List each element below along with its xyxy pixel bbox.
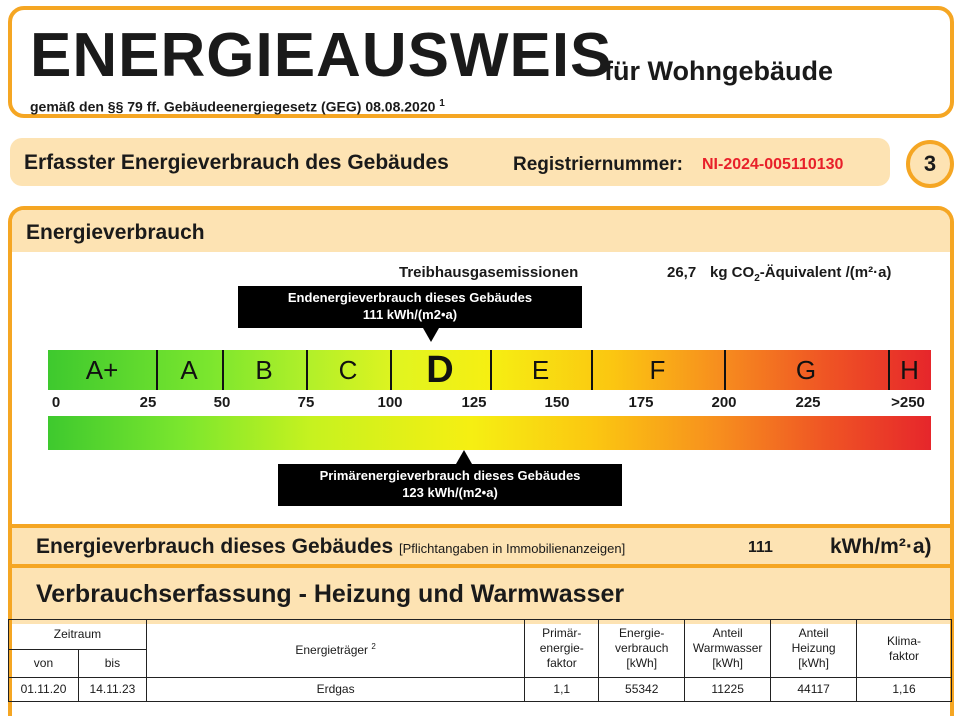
building-consumption-value: 111 <box>748 539 773 556</box>
climate-header <box>857 620 952 678</box>
grade-a-plus: A+ <box>85 355 119 385</box>
row-climate: 1,16 <box>857 678 952 702</box>
building-consumption-label-text: Energieverbrauch dieses Gebäudes <box>36 535 394 558</box>
consumption-header-line: [kWh] <box>626 656 658 670</box>
heating-header-line: Heizung <box>791 641 836 655</box>
record-section-header <box>12 564 950 624</box>
row-consumption: 55342 <box>599 678 685 702</box>
section-bar <box>10 138 890 186</box>
carrier-footnote-marker: 2 <box>371 642 376 651</box>
record-section-title: Verbrauchserfassung - Heizung und Warmwasser <box>36 580 625 608</box>
building-consumption-unit: kWh/m²·a) <box>830 535 932 558</box>
energy-class-scale <box>48 350 931 390</box>
document-header <box>8 6 954 118</box>
scale-tick-label: 75 <box>297 394 315 411</box>
building-consumption-label <box>36 535 625 559</box>
ghg-unit-suffix: -Äquivalent /(m²·a) <box>759 264 892 281</box>
scale-tick-label: >250 <box>891 394 925 411</box>
end-energy-pointer-icon <box>423 328 439 342</box>
grade-f: F <box>649 355 666 385</box>
grade-b: B <box>255 355 273 385</box>
scale-tick-label: 100 <box>377 394 403 411</box>
grade-d: D <box>426 349 454 391</box>
to-header: bis <box>78 650 146 678</box>
document-subtitle: für Wohngebäude <box>604 56 833 86</box>
ghg-emissions-value: 26,7 <box>667 264 697 281</box>
scale-tick-label: 175 <box>628 394 654 411</box>
from-header: von <box>9 650 79 678</box>
consumption-header <box>599 620 685 678</box>
consumption-header-line: verbrauch <box>615 641 669 655</box>
ghg-unit-subscript: 2 <box>754 273 760 284</box>
heating-header <box>771 620 857 678</box>
grade-g: G <box>795 355 817 385</box>
table-row <box>9 678 952 702</box>
carrier-header <box>146 620 524 678</box>
primary-factor-header-line: energie- <box>539 641 584 655</box>
document-title: ENERGIEAUSWEIS <box>30 21 613 90</box>
scale-tick-label: 50 <box>213 394 231 411</box>
heating-header-line: [kWh] <box>798 656 829 670</box>
climate-header-line: Klima- <box>887 633 922 648</box>
ghg-emissions-unit <box>710 264 891 284</box>
heating-header-line: Anteil <box>798 626 829 640</box>
row-hot-water: 11225 <box>685 678 771 702</box>
section-title: Erfasster Energieverbrauch des Gebäudes <box>24 151 449 174</box>
ghg-emissions-label: Treibhausgasemissionen <box>399 264 579 281</box>
primary-energy-callout <box>278 464 622 506</box>
end-energy-callout <box>238 286 582 328</box>
scale-tick-label: 0 <box>51 394 61 411</box>
row-primary-factor: 1,1 <box>525 678 599 702</box>
end-energy-label: Endenergieverbrauch dieses Gebäudes <box>287 290 533 305</box>
primary-energy-value: 123 kWh/(m2•a) <box>402 485 498 500</box>
climate-header-line: faktor <box>889 648 920 663</box>
scale-ticks <box>48 394 931 414</box>
scale-tick-label: 125 <box>461 394 487 411</box>
panel-title: Energieverbrauch <box>26 221 205 244</box>
scale-tick-label: 200 <box>711 394 737 411</box>
consumption-header-line: Energie- <box>619 626 665 640</box>
primary-factor-header <box>525 620 599 678</box>
row-heating: 44117 <box>771 678 857 702</box>
scale-tick-label: 225 <box>795 394 821 411</box>
end-energy-value: 111 kWh/(m2•a) <box>362 307 458 322</box>
mandatory-note: [Pflichtangaben in Immobilienanzeigen] <box>399 541 626 556</box>
legal-footnote-marker: 1 <box>439 98 445 109</box>
primary-energy-scale <box>48 416 931 450</box>
grade-a: A <box>180 355 198 385</box>
hot-water-header-line: Warmwasser <box>692 641 763 655</box>
primary-energy-pointer-icon <box>456 450 472 464</box>
ghg-unit-prefix: kg CO <box>710 264 755 281</box>
primary-energy-label: Primärenergieverbrauch dieses Gebäudes <box>319 468 581 483</box>
page-number-badge: 3 <box>906 140 954 188</box>
scale-tick-label: 150 <box>544 394 570 411</box>
primary-factor-header-line: faktor <box>546 656 577 670</box>
row-to: 14.11.23 <box>78 678 146 702</box>
legal-basis <box>30 98 445 115</box>
hot-water-header-line: [kWh] <box>712 656 743 670</box>
period-header: Zeitraum <box>9 620 147 650</box>
grade-c: C <box>338 355 358 385</box>
grade-h: H <box>900 355 919 385</box>
panel-header <box>12 210 950 252</box>
scale-tick-label: 25 <box>139 394 157 411</box>
grade-e: E <box>531 355 550 385</box>
carrier-header-text: Energieträger <box>295 643 369 657</box>
primary-factor-header-line: Primär- <box>542 626 582 640</box>
hot-water-header-line: Anteil <box>712 626 743 640</box>
building-consumption-row <box>12 524 950 564</box>
row-from: 01.11.20 <box>9 678 79 702</box>
row-carrier: Erdgas <box>146 678 524 702</box>
consumption-record-table <box>8 619 952 702</box>
hot-water-header <box>685 620 771 678</box>
registration-number: NI-2024-005110130 <box>702 156 844 173</box>
legal-basis-text: gemäß den §§ 79 ff. Gebäudeenergiegesetz (GEG) 08.08.2020 <box>30 98 436 115</box>
registration-label: Registriernummer: <box>513 154 683 175</box>
